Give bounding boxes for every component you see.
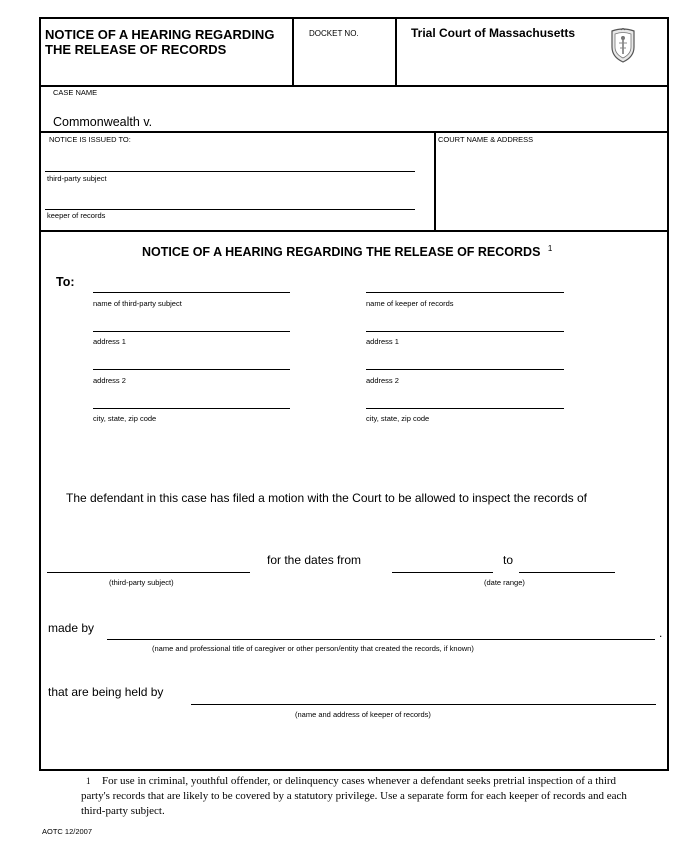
to-keeper-name-input[interactable] — [366, 278, 564, 293]
to-third-party-address1-input[interactable] — [93, 317, 290, 332]
court-address-input[interactable] — [440, 148, 666, 228]
to-third-party-city-label: city, state, zip code — [93, 414, 157, 423]
motion-text: The defendant in this case has filed a motion with the Court to be allowed to inspect the records of — [66, 491, 587, 505]
header-divider-1 — [292, 17, 294, 86]
to-keeper-city-label: city, state, zip code — [366, 414, 430, 423]
case-defendant-input[interactable] — [172, 113, 652, 127]
to-keeper-name-label: name of keeper of records — [366, 299, 454, 308]
issued-to-label: NOTICE IS ISSUED TO: — [49, 135, 131, 144]
notice-heading — [142, 244, 552, 259]
to-keeper-address2-input[interactable] — [366, 355, 564, 370]
to-third-party-address2-input[interactable] — [93, 355, 290, 370]
case-name-value: Commonwealth v. — [53, 115, 153, 129]
to-third-party-address1-label: address 1 — [93, 337, 126, 346]
docket-label: DOCKET NO. — [309, 29, 359, 38]
third-party-caption: (third-party subject) — [109, 578, 174, 587]
issued-bottom-rule — [39, 230, 669, 232]
form-code: AOTC 12/2007 — [42, 827, 93, 836]
made-by-caption: (name and professional title of caregiver or other person/entity that created the records, if known) — [152, 644, 474, 653]
motion-third-party-input[interactable] — [47, 558, 250, 573]
to-third-party-city-input[interactable] — [93, 394, 290, 409]
heading-footnote-marker: 1 — [547, 244, 553, 253]
to-third-party-address2-label: address 2 — [93, 376, 126, 385]
date-range-caption: (date range) — [484, 578, 525, 587]
to-keeper-city-input[interactable] — [366, 394, 564, 409]
held-by-label: that are being held by — [48, 685, 164, 699]
case-bottom-rule — [39, 131, 669, 133]
made-by-period: . — [659, 626, 663, 640]
keeper-of-records-label: keeper of records — [47, 211, 106, 220]
to-label: To: — [56, 275, 75, 289]
held-by-input[interactable] — [191, 690, 656, 705]
issued-divider — [434, 131, 436, 231]
notice-heading-text: NOTICE OF A HEARING REGARDING THE RELEASE OF RECORDS — [142, 245, 541, 260]
court-title: Trial Court of Massachusetts — [411, 26, 576, 40]
header-bottom-rule — [39, 85, 669, 87]
third-party-subject-input[interactable] — [45, 157, 415, 172]
court-address-label: COURT NAME & ADDRESS — [438, 135, 534, 144]
third-party-subject-label: third-party subject — [47, 174, 107, 183]
keeper-of-records-input[interactable] — [45, 195, 415, 210]
to-third-party-name-input[interactable] — [93, 278, 290, 293]
date-from-input[interactable] — [392, 558, 493, 573]
to-keeper-address2-label: address 2 — [366, 376, 399, 385]
made-by-input[interactable] — [107, 625, 655, 640]
form-title: NOTICE OF A HEARING REGARDING THE RELEASE OF RECORDS — [45, 27, 275, 57]
to-third-party-name-label: name of third-party subject — [93, 299, 182, 308]
header-divider-2 — [395, 17, 397, 86]
date-to-input[interactable] — [519, 558, 615, 573]
docket-number-input[interactable] — [302, 52, 386, 66]
made-by-label: made by — [48, 621, 95, 635]
date-to-label: to — [503, 553, 514, 567]
massachusetts-seal-icon — [609, 27, 637, 63]
case-name-label: CASE NAME — [53, 88, 98, 97]
held-by-caption: (name and address of keeper of records) — [295, 710, 431, 719]
to-keeper-address1-input[interactable] — [366, 317, 564, 332]
dates-from-label: for the dates from — [267, 553, 362, 567]
footnote-text: For use in criminal, youthful offender, or delinquency cases whenever a defendant seeks pretrial inspection of a third party's records that are likely to be covered by a statutory privilege. Use a separate form for each keeper of records and each third-party subject. — [81, 775, 627, 817]
to-keeper-address1-label: address 1 — [366, 337, 399, 346]
footnote-marker: 1 — [86, 776, 91, 786]
